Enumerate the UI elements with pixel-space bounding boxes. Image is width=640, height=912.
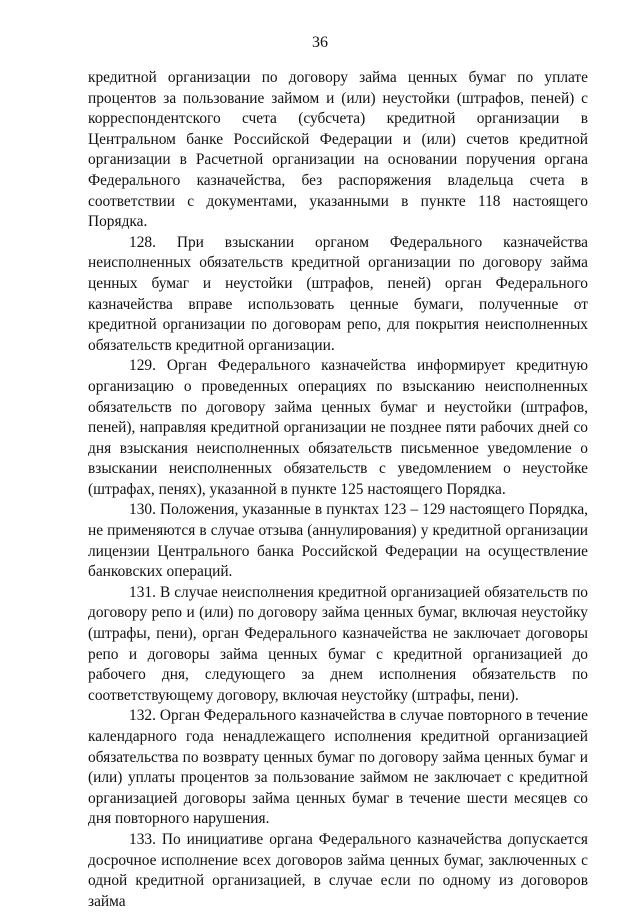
- paragraph-133: 133. По инициативе органа Федерального казначейства допускается досрочное исполнение всех договоров займа ценных бумаг, заключенных с одной кредитной организацией, в случае если по одному из договоров займа: [88, 830, 588, 910]
- paragraph-continuation: кредитной организации по договору займа ценных бумаг по уплате процентов за пользование займом и (или) неустойки (штрафов, пеней) с корреспондентского счета (субсчета) кредитной организации в Центральном банке Российской Федерации и (или) счетов кредитной организации в Расчетной организации на основании поручения органа Федерального казначейства, без распоряжения владельца счета в соответствии с документами, указанными в пункте 118 настоящего Порядка.: [88, 69, 588, 231]
- paragraph-132: 132. Орган Федерального казначейства в случае повторного в течение календарного года ненадлежащего исполнения кредитной организацией обязательства по возврату ценных бумаг по договору займа ценных бумаг и (или) уплаты процентов за пользование займом не заключает с кредитной организацией договоры займа ценных бумаг в течение шести месяцев со дня повторного нарушения.: [88, 707, 588, 828]
- paragraph-131: 131. В случае неисполнения кредитной организацией обязательств по договору репо и (или) по договору займа ценных бумаг, включая неустойку (штрафы, пени), орган Федерального казначейства не заключает договоры репо и договоры займа ценных бумаг с кредитной организацией до рабочего дня, следующего за днем исполнения обязательств по соответствующему договору, включая неустойку (штрафы, пени).: [88, 583, 588, 704]
- page-number: 36: [312, 34, 328, 51]
- paragraph-129: 129. Орган Федерального казначейства информирует кредитную организацию о проведенных операциях по взысканию неисполненных обязательств по договору займа ценных бумаг и неустойки (штрафов, пеней), направляя кредитной организации не позднее пяти рабочих дней со дня взыскания неисполненных обязательств письменное уведомление о взыскании неисполненных обязательств с уведомлением о неустойке (штрафах, пенях), указанной в пункте 125 настоящего Порядка.: [88, 357, 588, 498]
- paragraph-130: 130. Положения, указанные в пунктах 123 – 129 настоящего Порядка, не применяются в случае отзыва (аннулирования) у кредитной организации лицензии Центрального банка Российской Федерации на осуществление банковских операций.: [88, 501, 588, 581]
- paragraph-128: 128. При взыскании органом Федерального казначейства неисполненных обязательств кредитной организации по договору займа ценных бумаг и неустойки (штрафов, пеней) орган Федерального казначейства вправе использовать ценные бумаги, полученные от кредитной организации по договорам репо, для покрытия неисполненных обязательств кредитной организации.: [88, 233, 588, 354]
- document-body: [88, 68, 588, 912]
